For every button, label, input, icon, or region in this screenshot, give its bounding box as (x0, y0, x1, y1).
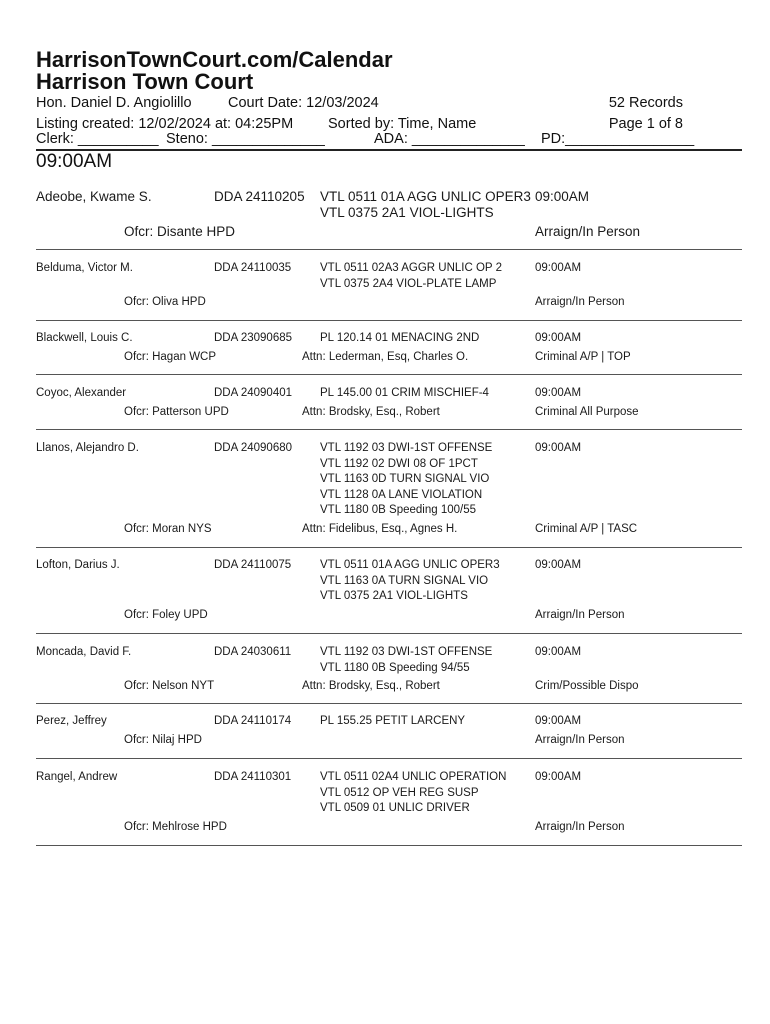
charge-line: VTL 0512 OP VEH REG SUSP (320, 786, 479, 799)
site-title: HarrisonTownCourt.com/Calendar (36, 47, 393, 72)
dda-number: DDA 24110174 (214, 715, 292, 727)
row-separator (36, 374, 742, 375)
clerk-field: Clerk: __________ (36, 131, 159, 147)
charge-line: VTL 0375 2A1 VIOL-LIGHTS (320, 590, 468, 602)
row-separator (36, 547, 742, 548)
charge-line: VTL 0511 02A3 AGGR UNLIC OP 2 (320, 262, 502, 274)
charges-list (320, 386, 489, 402)
charges-list (320, 770, 506, 817)
charges-list (320, 331, 479, 347)
charge-line: VTL 1180 0B Speeding 94/55 (320, 661, 470, 674)
case-time: 09:00AM (535, 646, 582, 658)
officer: Ofcr: Hagan WCP (124, 351, 217, 363)
row-separator (36, 703, 742, 704)
charge-line: VTL 1192 03 DWI-1ST OFFENSE (320, 646, 493, 658)
officer: Ofcr: Disante HPD (124, 224, 236, 239)
appearance-purpose: Arraign/In Person (535, 224, 641, 239)
officer: Ofcr: Patterson UPD (124, 406, 229, 418)
charges-list (320, 441, 492, 519)
case-time: 09:00AM (535, 442, 582, 454)
officer: Ofcr: Moran NYS (124, 523, 212, 535)
appearance-purpose: Arraign/In Person (535, 734, 625, 746)
attorney: Attn: Lederman, Esq, Charles O. (302, 351, 469, 363)
row-separator (36, 633, 742, 634)
charge-line: VTL 1192 02 DWI 08 OF 1PCT (320, 457, 478, 470)
case-time: 09:00AM (535, 262, 582, 274)
charge-line: VTL 1163 0D TURN SIGNAL VIO (320, 473, 490, 485)
dda-number: DDA 24090401 (214, 387, 293, 399)
charge-line: VTL 0375 2A4 VIOL-PLATE LAMP (320, 277, 497, 290)
defendant-name: Blackwell, Louis C. (36, 332, 133, 344)
defendant-name: Moncada, David F. (36, 646, 132, 658)
officer: Ofcr: Mehlrose HPD (124, 821, 227, 833)
officer: Ofcr: Nilaj HPD (124, 734, 202, 746)
charge-line: VTL 1163 0A TURN SIGNAL VIO (320, 574, 489, 587)
judge-name: Hon. Daniel D. Angiolillo (36, 95, 192, 111)
attorney: Attn: Brodsky, Esq., Robert (302, 406, 440, 418)
charge-line: VTL 1180 0B Speeding 100/55 (320, 504, 477, 516)
defendant-name: Perez, Jeffrey (36, 715, 107, 727)
record-count: 52 Records (608, 95, 683, 111)
court-name: Harrison Town Court (36, 69, 254, 94)
defendant-name: Adeobe, Kwame S. (36, 189, 152, 204)
charge-line: VTL 0511 01A AGG UNLIC OPER3 (320, 189, 531, 204)
case-time: 09:00AM (535, 771, 582, 783)
dda-number: DDA 24110301 (214, 771, 292, 783)
row-separator (36, 249, 742, 250)
charges-list (320, 558, 500, 605)
charge-line: VTL 0511 02A4 UNLIC OPERATION (320, 771, 507, 783)
officer: Ofcr: Foley UPD (124, 609, 208, 621)
appearance-purpose: Criminal All Purpose (535, 406, 639, 418)
officer: Ofcr: Nelson NYT (124, 680, 215, 692)
case-time: 09:00AM (535, 387, 582, 399)
row-separator (36, 845, 742, 846)
dda-number: DDA 24030611 (214, 646, 292, 658)
row-separator (36, 320, 742, 321)
pd-field: PD:________________ (541, 131, 695, 147)
case-time: 09:00AM (535, 189, 590, 204)
defendant-name: Lofton, Darius J. (36, 559, 120, 571)
dda-number: DDA 24110205 (214, 189, 305, 204)
page-number: Page 1 of 8 (608, 116, 683, 132)
defendant-name: Belduma, Victor M. (36, 262, 133, 274)
case-time: 09:00AM (535, 332, 582, 344)
header-rule (36, 149, 742, 151)
charge-line: VTL 0509 01 UNLIC DRIVER (320, 802, 470, 814)
appearance-purpose: Criminal A/P | TOP (535, 351, 631, 363)
attorney: Attn: Fidelibus, Esq., Agnes H. (302, 523, 458, 535)
steno-field: Steno: ______________ (166, 131, 325, 147)
charge-line: PL 120.14 01 MENACING 2ND (320, 332, 480, 344)
attorney: Attn: Brodsky, Esq., Robert (302, 680, 440, 692)
defendant-name: Coyoc, Alexander (36, 387, 127, 399)
officer: Ofcr: Oliva HPD (124, 296, 206, 308)
time-heading: 09:00AM (36, 151, 113, 172)
dda-number: DDA 23090685 (214, 332, 293, 344)
charges-list (320, 189, 531, 220)
listing-created: Listing created: 12/02/2024 at: 04:25PM (36, 116, 294, 132)
appearance-purpose: Arraign/In Person (535, 609, 625, 621)
defendant-name: Rangel, Andrew (36, 771, 118, 783)
case-time: 09:00AM (535, 559, 582, 571)
charge-line: VTL 0511 01A AGG UNLIC OPER3 (320, 559, 500, 571)
row-separator (36, 429, 742, 430)
ada-field: ADA: ______________ (374, 131, 525, 147)
charge-line: PL 155.25 PETIT LARCENY (320, 715, 466, 727)
row-separator (36, 758, 742, 759)
charges-list (320, 714, 465, 730)
dda-number: DDA 24110035 (214, 262, 292, 274)
charge-line: VTL 0375 2A1 VIOL-LIGHTS (320, 204, 494, 220)
charge-line: VTL 1128 0A LANE VIOLATION (320, 488, 483, 501)
appearance-purpose: Criminal A/P | TASC (535, 523, 638, 535)
charge-line: PL 145.00 01 CRIM MISCHIEF-4 (320, 387, 489, 399)
case-time: 09:00AM (535, 715, 582, 727)
dda-number: DDA 24090680 (214, 442, 293, 454)
charges-list (320, 261, 502, 292)
charges-list (320, 645, 492, 676)
court-date: Court Date: 12/03/2024 (228, 95, 379, 111)
appearance-purpose: Arraign/In Person (535, 821, 625, 833)
charge-line: VTL 1192 03 DWI-1ST OFFENSE (320, 442, 493, 454)
dda-number: DDA 24110075 (214, 559, 292, 571)
appearance-purpose: Crim/Possible Dispo (535, 680, 639, 692)
appearance-purpose: Arraign/In Person (535, 296, 625, 308)
defendant-name: Llanos, Alejandro D. (36, 442, 139, 454)
sorted-by: Sorted by: Time, Name (328, 116, 477, 132)
